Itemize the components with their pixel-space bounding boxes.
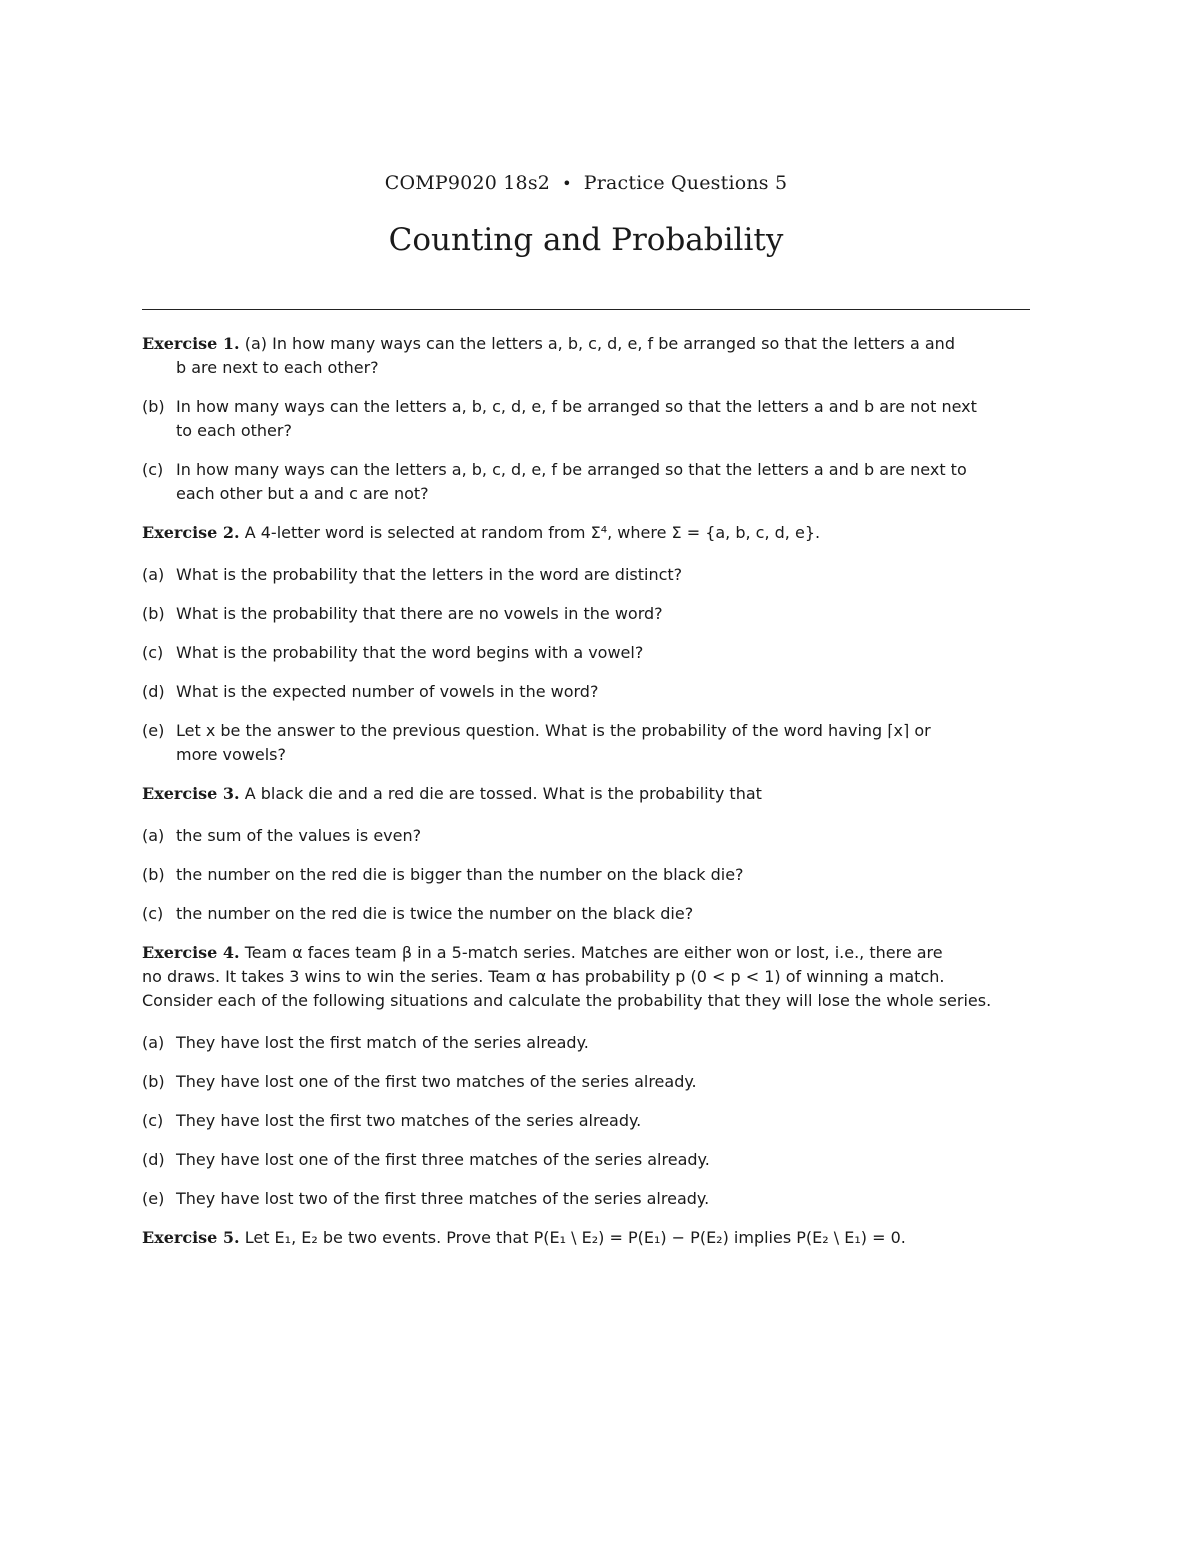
question-text: They have lost the first match of the series already. [176, 1033, 589, 1052]
exercise-2-part-e [142, 719, 1030, 767]
exercise-4 [142, 941, 1030, 1211]
question-text: What is the probability that there are no vowels in the word? [176, 604, 663, 623]
question-text: Let E₁, E₂ be two events. Prove that P(E₁ \ E₂) = P(E₁) − P(E₂) implies P(E₂ \ E₁) = 0. [244, 1228, 906, 1247]
exercise-3-part-b [142, 863, 1030, 887]
exercise-5 [142, 1226, 1030, 1250]
part-label: (e) [142, 1189, 165, 1208]
exercise-2-part-d [142, 680, 1030, 704]
question-text: the sum of the values is even? [176, 826, 422, 845]
exercise-2-heading: Exercise 2. [142, 523, 240, 542]
question-text-continued: each other but a and c are not? [176, 484, 429, 503]
part-label: (c) [142, 1111, 164, 1130]
exercise-2-part-b [142, 602, 1030, 626]
part-label: (c) [142, 904, 164, 923]
exercise-list [142, 332, 1030, 1250]
exercise-4-part-e [142, 1187, 1030, 1211]
practice-subtitle: Practice Questions 5 [583, 172, 788, 194]
question-text: They have lost the first two matches of the series already. [176, 1111, 642, 1130]
question-text-continued: more vowels? [176, 745, 286, 764]
exercise-4-heading: Exercise 4. [142, 943, 240, 962]
part-label: (b) [142, 1072, 165, 1091]
exercise-2 [142, 521, 1030, 767]
part-label: (d) [142, 1150, 165, 1169]
part-label: (e) [142, 721, 165, 740]
page-title: Counting and Probability [388, 222, 784, 258]
exercise-3 [142, 782, 1030, 926]
title-divider [142, 309, 1030, 310]
intro-text: A 4-letter word is selected at random from Σ⁴, where Σ = {a, b, c, d, e}. [244, 523, 821, 542]
part-label: (a) [142, 1033, 165, 1052]
question-text: the number on the red die is bigger than the number on the black die? [176, 865, 744, 884]
exercise-1-part-c [142, 458, 1030, 506]
question-text: In how many ways can the letters a, b, c, d, e, f be arranged so that the letters a and b are not next [176, 397, 977, 416]
course-code: COMP9020 18s2 [384, 172, 551, 194]
exercise-5-heading: Exercise 5. [142, 1228, 240, 1247]
question-text: In how many ways can the letters a, b, c, d, e, f be arranged so that the letters a and b are next to [176, 460, 967, 479]
exercise-4-part-b [142, 1070, 1030, 1094]
question-text-continued: to each other? [176, 421, 292, 440]
exercise-1-part-b [142, 395, 1030, 443]
exercise-4-intro [142, 941, 1030, 1013]
part-label: (b) [142, 865, 165, 884]
header-separator: • [562, 174, 572, 193]
question-text: What is the expected number of vowels in the word? [176, 682, 599, 701]
exercise-2-intro [142, 521, 1030, 545]
exercise-4-part-c [142, 1109, 1030, 1133]
part-label: (c) [142, 643, 164, 662]
question-text: They have lost two of the first three matches of the series already. [176, 1189, 710, 1208]
intro-text: Team α faces team β in a 5-match series. Matches are either won or lost, i.e., there are [244, 943, 943, 962]
part-label: (d) [142, 682, 165, 701]
exercise-2-part-a [142, 563, 1030, 587]
exercise-2-part-c [142, 641, 1030, 665]
part-label: (a) [142, 826, 165, 845]
exercise-4-part-d [142, 1148, 1030, 1172]
exercise-1 [142, 332, 1030, 506]
part-label: (c) [142, 460, 164, 479]
intro-text-continued: no draws. It takes 3 wins to win the series. Team α has probability p (0 < p < 1) of winning a match. [142, 967, 945, 986]
course-header [0, 172, 1172, 194]
question-text-continued: b are next to each other? [176, 358, 379, 377]
question-text: They have lost one of the first three matches of the series already. [176, 1150, 710, 1169]
part-label: (b) [142, 397, 165, 416]
question-text: What is the probability that the letters in the word are distinct? [176, 565, 683, 584]
exercise-3-part-a [142, 824, 1030, 848]
exercise-1-heading: Exercise 1. [142, 334, 240, 353]
part-label: (a) [142, 565, 165, 584]
question-text: They have lost one of the first two matches of the series already. [176, 1072, 697, 1091]
intro-text: A black die and a red die are tossed. What is the probability that [244, 784, 762, 803]
exercise-4-part-a [142, 1031, 1030, 1055]
question-text: the number on the red die is twice the number on the black die? [176, 904, 694, 923]
exercise-3-part-c [142, 902, 1030, 926]
exercise-3-intro [142, 782, 1030, 806]
question-text: In how many ways can the letters a, b, c, d, e, f be arranged so that the letters a and [272, 334, 955, 353]
part-label: (a) [244, 334, 268, 353]
intro-text-continued: Consider each of the following situations and calculate the probability that they will lose the whole series. [142, 991, 992, 1010]
part-label: (b) [142, 604, 165, 623]
exercise-3-heading: Exercise 3. [142, 784, 240, 803]
question-text: What is the probability that the word begins with a vowel? [176, 643, 644, 662]
exercise-1-part-a [142, 332, 1030, 380]
question-text: Let x be the answer to the previous question. What is the probability of the word having ⌈x⌉ or [176, 721, 931, 740]
